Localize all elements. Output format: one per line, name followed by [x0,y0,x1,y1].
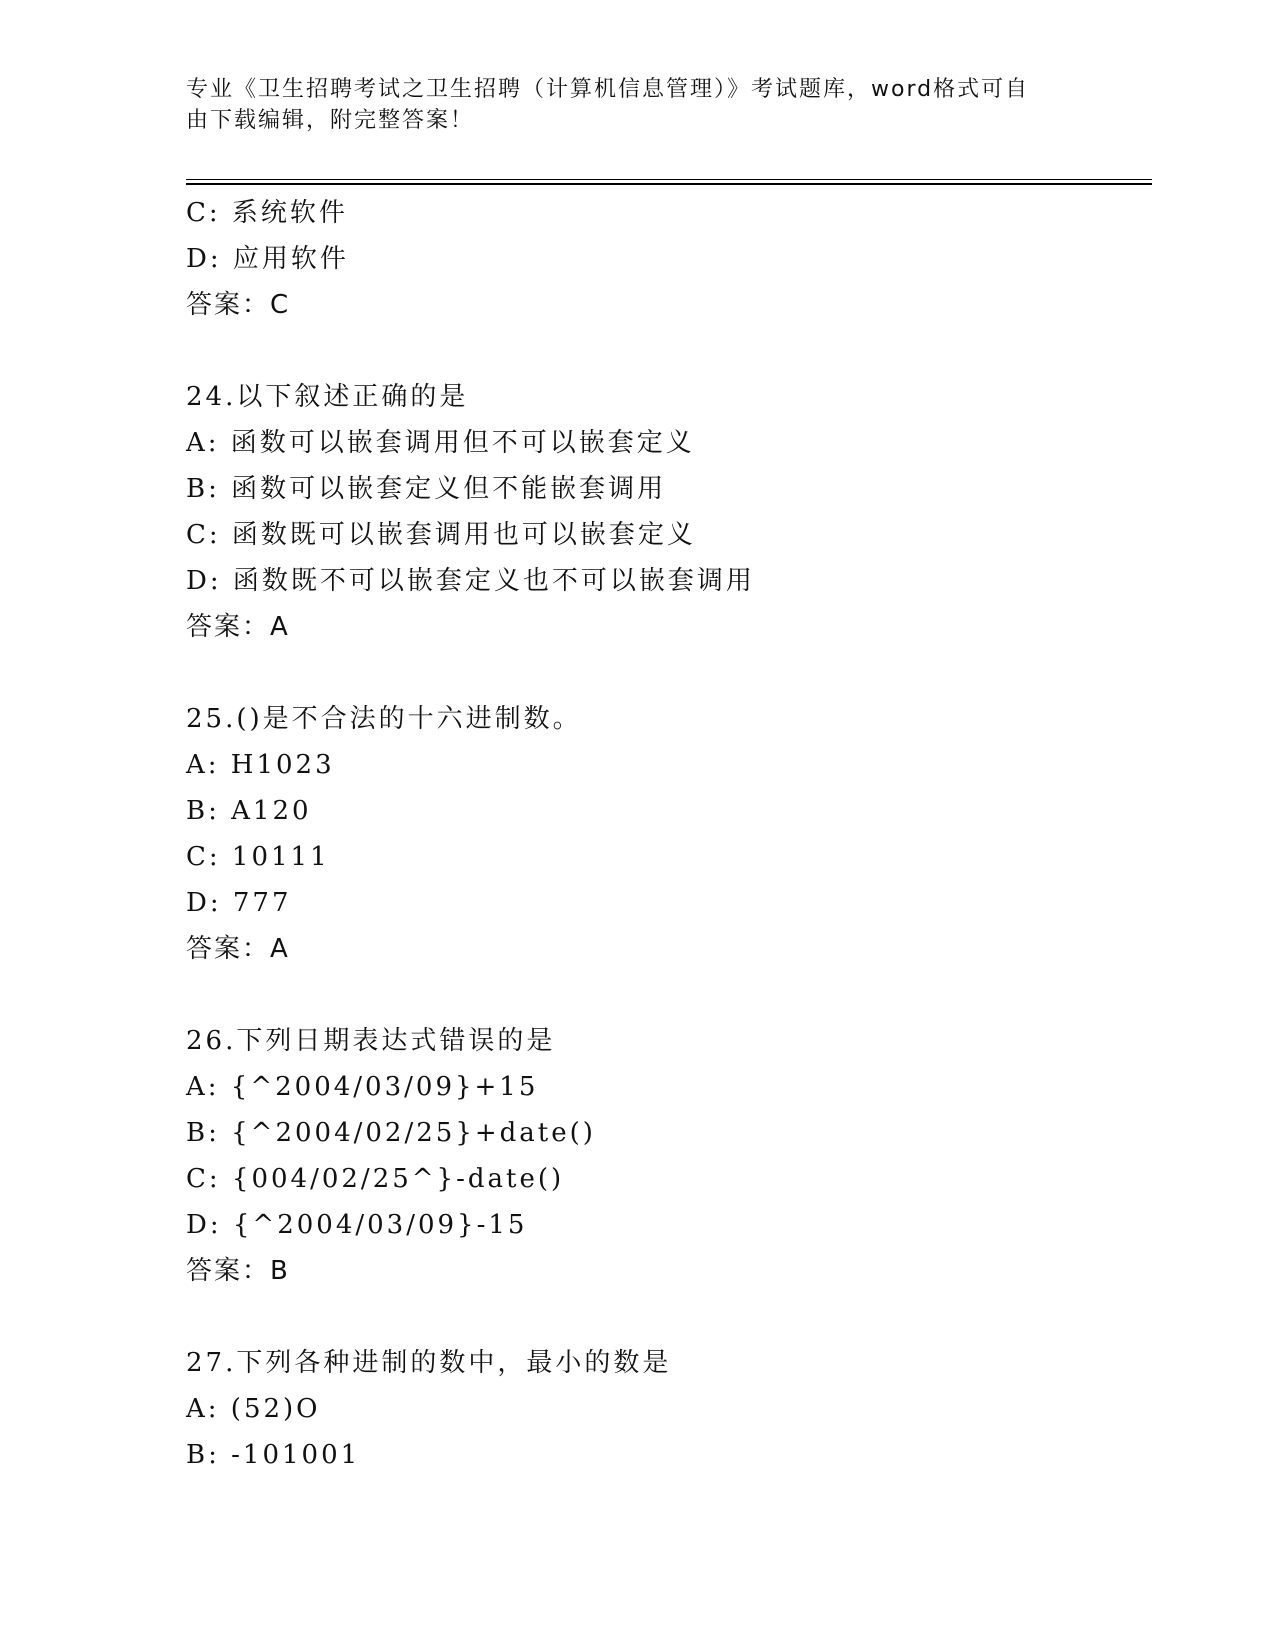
option-c: C: 10111 [186,842,330,872]
document-header [186,74,1066,136]
question-26 [186,1018,1146,1294]
option-d: D: 函数既不可以嵌套定义也不可以嵌套调用 [186,566,755,596]
answer-line: 答案：B [186,1256,290,1286]
header-line-1: 专业《卫生招聘考试之卫生招聘（计算机信息管理）》考试题库，word格式可自 [186,77,1030,102]
option-b: B: 函数可以嵌套定义但不能嵌套调用 [186,474,667,504]
spacer [186,650,1146,696]
partial-question-23 [186,190,1146,328]
option-c: C: 系统软件 [186,198,348,228]
question-stem: 27.下列各种进制的数中，最小的数是 [186,1348,672,1378]
header-line-2: 由下载编辑，附完整答案！ [186,108,475,133]
answer-line: 答案：A [186,612,290,642]
option-a: A: 函数可以嵌套调用但不可以嵌套定义 [186,428,695,458]
option-d: D: 777 [186,888,292,918]
header-divider-thin [186,179,1152,180]
option-c: C: {004/02/25^}-date() [186,1164,565,1194]
answer-line: 答案：A [186,934,290,964]
option-d: D: 应用软件 [186,244,349,274]
option-c: C: 函数既可以嵌套调用也可以嵌套定义 [186,520,696,550]
option-b: B: A120 [186,796,312,826]
question-list [186,190,1146,1478]
question-27 [186,1340,1146,1478]
question-25 [186,696,1146,972]
option-b: B: {^2004/02/25}+date() [186,1118,596,1148]
option-a: A: (52)O [186,1394,321,1424]
header-divider-thick [186,183,1152,185]
question-24 [186,374,1146,650]
spacer [186,328,1146,374]
option-b: B: -101001 [186,1440,361,1470]
option-a: A: H1023 [186,750,335,780]
option-a: A: {^2004/03/09}+15 [186,1072,539,1102]
question-stem: 25.()是不合法的十六进制数。 [186,704,582,734]
spacer [186,1294,1146,1340]
question-stem: 24.以下叙述正确的是 [186,382,469,412]
answer-line: 答案：C [186,290,291,320]
spacer [186,972,1146,1018]
question-stem: 26.下列日期表达式错误的是 [186,1026,556,1056]
option-d: D: {^2004/03/09}-15 [186,1210,528,1240]
